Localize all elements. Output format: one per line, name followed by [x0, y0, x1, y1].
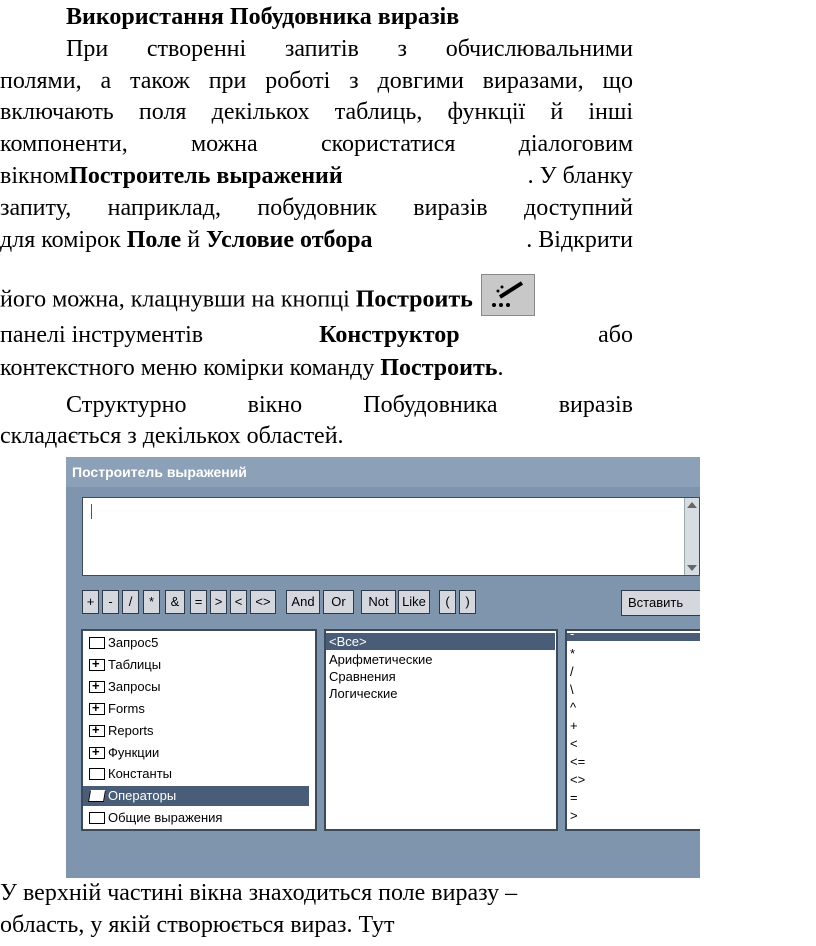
- paragraph-line: складається з декількох областей.: [0, 423, 344, 449]
- paragraph-line: панелі інструментів Конструктор або: [0, 320, 633, 352]
- paragraph-line: включають поля декількох таблиць, функції й інші: [0, 99, 633, 125]
- paragraph-line: область, у якій створюється вираз. Тут: [0, 912, 395, 938]
- tree-item-selected[interactable]: Операторы: [83, 786, 309, 806]
- operator-button[interactable]: -: [102, 590, 119, 614]
- scroll-down-icon[interactable]: [687, 565, 697, 571]
- insert-button[interactable]: Вставить: [621, 590, 700, 616]
- paragraph-line: Структурно вікно Побудовника виразів: [66, 392, 633, 418]
- list-item[interactable]: >: [570, 808, 578, 823]
- expression-scrollbar[interactable]: [684, 498, 699, 575]
- expression-input[interactable]: [82, 497, 700, 576]
- bold-term: Поле: [126, 227, 182, 253]
- list-item[interactable]: Сравнения: [329, 669, 396, 684]
- paragraph-line: контекстного меню комірки команду Построить.: [0, 355, 504, 381]
- operator-button[interactable]: (: [439, 590, 456, 614]
- operator-button[interactable]: =: [190, 590, 207, 614]
- list-item[interactable]: *: [570, 646, 576, 661]
- operator-button[interactable]: <: [230, 590, 247, 614]
- folder-plus-icon[interactable]: [89, 703, 105, 715]
- expression-builder-dialog: [66, 457, 700, 878]
- operator-button[interactable]: ): [459, 590, 476, 614]
- bold-term: Конструктор: [319, 322, 460, 348]
- folder-icon: [89, 637, 105, 649]
- folder-plus-icon[interactable]: [89, 681, 105, 693]
- folder-plus-icon[interactable]: [89, 747, 105, 759]
- tree-item[interactable]: +Запросы: [89, 677, 160, 697]
- tree-item[interactable]: +Forms: [89, 699, 145, 719]
- category-list[interactable]: [324, 629, 558, 831]
- list-item[interactable]: \: [570, 682, 574, 697]
- paragraph-line: полями, а також при роботі з довгими виразами, що: [0, 68, 633, 94]
- folder-plus-icon[interactable]: [89, 659, 105, 671]
- operator-button[interactable]: *: [143, 590, 160, 614]
- build-wand-icon: [481, 274, 535, 316]
- operator-button[interactable]: Or: [323, 590, 354, 614]
- paragraph-line: компоненти, можна скористатися діалоговим: [0, 131, 633, 157]
- paragraph-line: його можна, клацнувши на кнопці Построить: [0, 280, 633, 322]
- object-tree[interactable]: [81, 629, 317, 831]
- operator-list[interactable]: [565, 626, 700, 831]
- bold-term: Построитель выражений: [69, 163, 343, 189]
- list-item[interactable]: +: [570, 718, 578, 733]
- list-item-selected[interactable]: <Все>: [326, 633, 555, 650]
- paragraph-line: вікном Построитель выражений . У бланку: [0, 161, 633, 193]
- list-item[interactable]: Логические: [329, 686, 398, 701]
- folder-icon: [89, 768, 105, 780]
- operator-button[interactable]: >: [210, 590, 227, 614]
- bold-term: Построить: [355, 286, 473, 313]
- folder-plus-icon[interactable]: [89, 725, 105, 737]
- paragraph-line: запиту, наприклад, побудовник виразів доступний: [0, 195, 633, 221]
- bold-term: Условие отбора: [206, 227, 373, 253]
- heading: Використання Побудовника виразів: [66, 4, 460, 30]
- operator-button[interactable]: Not: [361, 590, 396, 614]
- list-item[interactable]: <>: [570, 772, 586, 787]
- tree-item[interactable]: +Таблицы: [89, 655, 161, 675]
- tree-item[interactable]: Запрос5: [89, 633, 158, 653]
- dialog-title: Построитель выражений: [66, 457, 700, 487]
- list-item-selected[interactable]: [567, 633, 700, 641]
- list-item[interactable]: <: [570, 736, 578, 751]
- list-item[interactable]: Арифметические: [329, 652, 433, 667]
- folder-icon: [89, 812, 105, 824]
- operator-button[interactable]: Like: [398, 590, 430, 614]
- list-item[interactable]: <=: [570, 754, 586, 769]
- paragraph-line: При створенні запитів з обчислювальними: [66, 36, 633, 62]
- operator-button[interactable]: /: [122, 590, 139, 614]
- list-item[interactable]: ^: [570, 700, 577, 715]
- tree-item[interactable]: Константы: [89, 764, 172, 784]
- folder-open-icon: [88, 790, 106, 802]
- operator-button[interactable]: &: [165, 590, 185, 614]
- text-caret: [91, 504, 92, 519]
- operator-button[interactable]: +: [82, 590, 99, 614]
- paragraph-line: У верхній частині вікна знаходиться поле виразу –: [0, 880, 518, 906]
- list-item[interactable]: =: [570, 790, 578, 805]
- operator-button[interactable]: <>: [250, 590, 276, 614]
- paragraph-line: для комірок Поле й Условие отбора . Відкрити: [0, 225, 633, 257]
- scroll-up-icon[interactable]: [687, 502, 697, 508]
- list-item[interactable]: -: [570, 626, 575, 641]
- tree-item[interactable]: Общие выражения: [89, 808, 222, 828]
- bold-term: Построить: [380, 355, 498, 381]
- tree-item[interactable]: +Функции: [89, 743, 159, 763]
- tree-item[interactable]: +Reports: [89, 721, 154, 741]
- list-item[interactable]: /: [570, 664, 574, 679]
- operator-button[interactable]: And: [286, 590, 320, 614]
